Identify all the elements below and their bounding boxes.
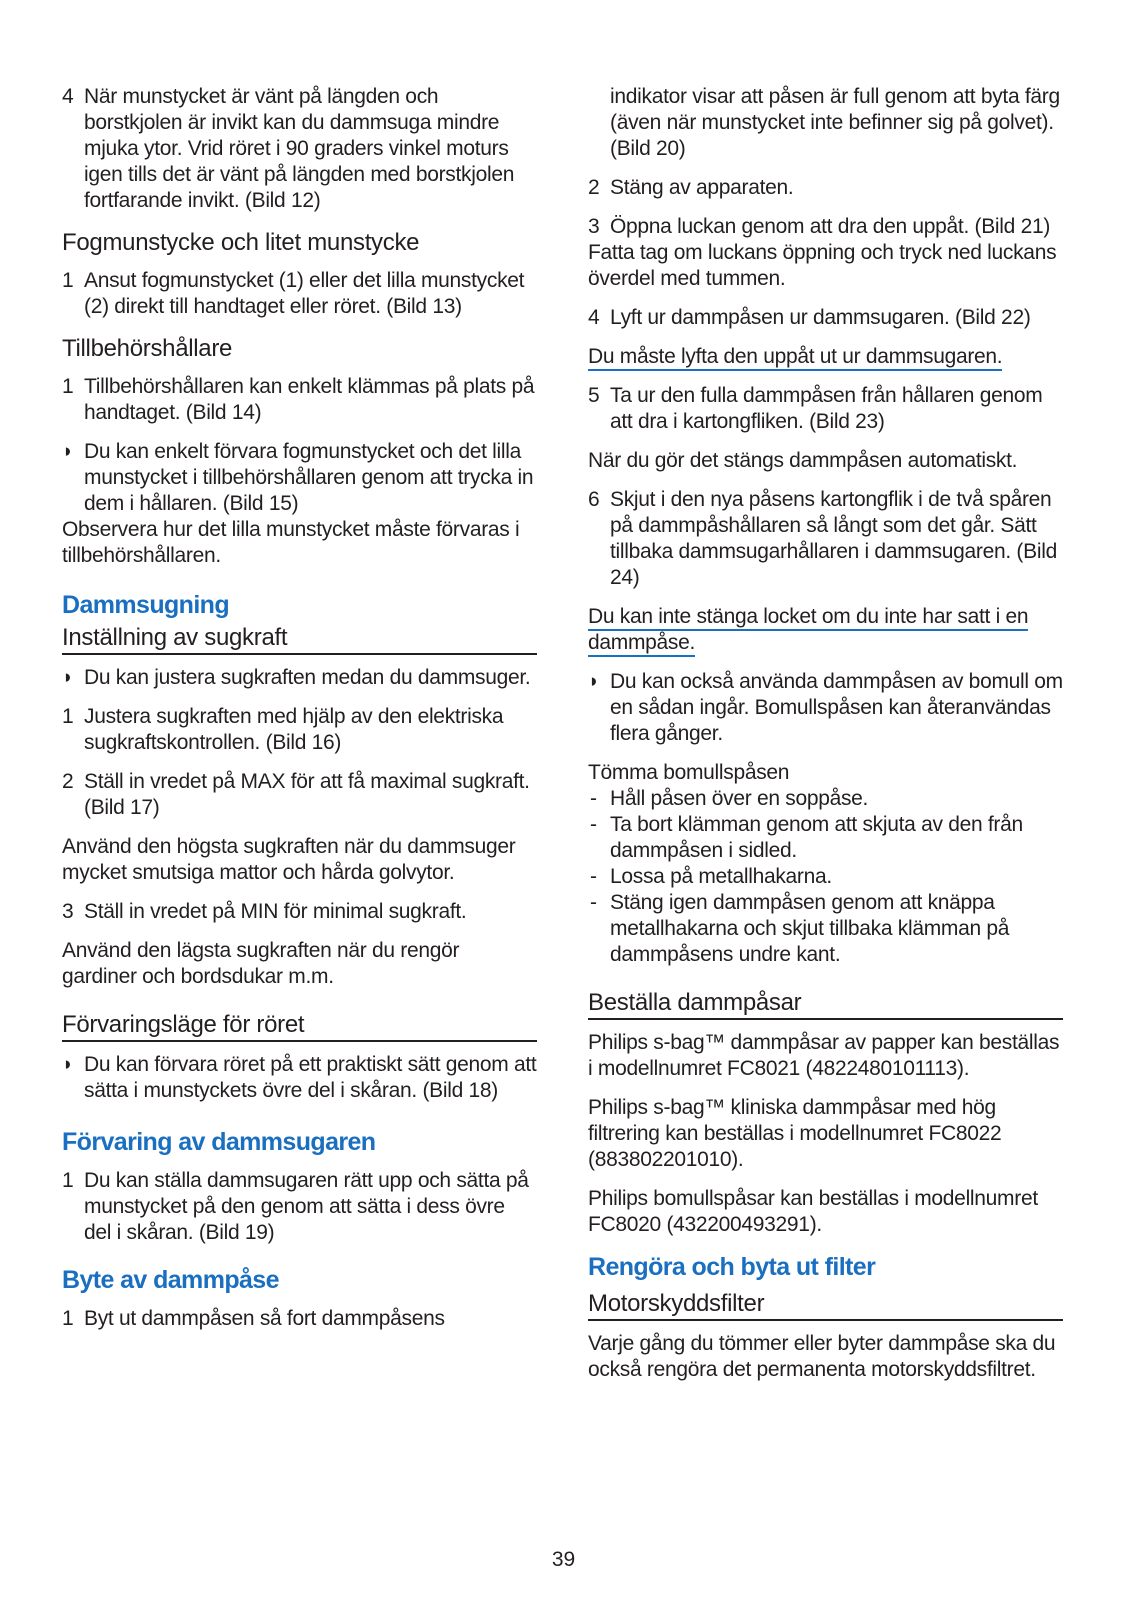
item-number: 6 [588, 488, 600, 511]
subheading-bestalla: Beställa dammpåsar [588, 988, 1063, 1020]
list-item [62, 84, 537, 214]
section-heading-rengora: Rengöra och byta ut filter [588, 1253, 876, 1281]
list-item [588, 487, 1063, 591]
item-number: 4 [588, 306, 600, 329]
dash-icon: - [590, 787, 597, 810]
section-heading-dammsugning: Dammsugning [62, 591, 230, 619]
subheading-motorskyddsfilter: Motorskyddsfilter [588, 1289, 1063, 1321]
item-text: Skjut i den nya påsens kartongflik i de två spåren på dammpåshållaren så långt som det går. Sätt tillbaka dammsugarhållaren i dammsugaren. (Bild 24) [610, 488, 1057, 589]
paragraph: Använd den högsta sugkraften när du dammsuger mycket smutsiga mattor och hårda golvytor. [62, 835, 516, 884]
item-number: 1 [62, 1169, 74, 1192]
dash-item [588, 786, 1063, 812]
paragraph: Varje gång du tömmer eller byter dammpåse ska du också rengöra det permanenta motorskyddsfiltret. [588, 1332, 1056, 1381]
note-paragraph [588, 344, 1063, 370]
dash-text: Lossa på metallhakarna. [610, 865, 832, 888]
item-text: Du kan ställa dammsugaren rätt upp och sätta på munstycket på den genom att sätta i dess övre del i skåran. (Bild 19) [84, 1169, 529, 1244]
bullet-item [62, 1052, 537, 1104]
list-item [62, 374, 537, 426]
right-column [588, 84, 1063, 1396]
paragraph: När du gör det stängs dammpåsen automatiskt. [588, 449, 1018, 472]
section-heading-forvaring: Förvaring av dammsugaren [62, 1128, 376, 1156]
subheading-tillbehorshallare: Tillbehörshållare [62, 335, 233, 362]
bullet-icon: ◗ [62, 1054, 74, 1075]
bullet-text: Du kan enkelt förvara fogmunstycket och det lilla munstycket i tillbehörshållaren genom att trycka in dem i hållaren. (Bild 15) [84, 440, 534, 515]
dash-item [588, 864, 1063, 890]
continued-paragraph: indikator visar att påsen är full genom att byta färg (även när munstycket inte befinner sig på golvet). (Bild 20) [610, 85, 1060, 160]
dash-icon: - [590, 813, 597, 836]
item-number: 1 [62, 375, 74, 398]
note-text: Du måste lyfta den uppåt ut ur dammsugaren. [588, 345, 1002, 371]
subheading-fogmunstycke: Fogmunstycke och litet munstycke [62, 229, 420, 256]
item-number: 1 [62, 269, 74, 292]
dash-item [588, 890, 1063, 968]
bullet-text: Du kan justera sugkraften medan du dammsuger. [84, 666, 531, 689]
item-text: När munstycket är vänt på längden och borstkjolen är invikt kan du dammsuga mindre mjuka ytor. Vrid röret i 90 graders vinkel moturs igen tills det är vänt på längden med borstkjolen fortfarande invikt. (Bild 12) [84, 85, 515, 212]
paragraph: Fatta tag om luckans öppning och tryck ned luckans överdel med tummen. [588, 241, 1057, 290]
list-item [588, 383, 1063, 435]
dash-icon: - [590, 865, 597, 888]
item-text: Byt ut dammpåsen så fort dammpåsens [84, 1307, 445, 1330]
bullet-icon: ◗ [588, 671, 600, 692]
item-text: Ansut fogmunstycket (1) eller det lilla munstycket (2) direkt till handtaget eller röret. (Bild 13) [84, 269, 525, 318]
list-item [588, 214, 1063, 240]
item-number: 2 [588, 176, 600, 199]
bullet-text: Du kan förvara röret på ett praktiskt sätt genom att sätta i munstyckets övre del i skåran. (Bild 18) [84, 1053, 537, 1102]
list-item [62, 899, 537, 925]
item-text: Justera sugkraften med hjälp av den elektriska sugkraftskontrollen. (Bild 16) [84, 705, 504, 754]
note-text: Du kan inte stänga locket om du inte har satt i en dammpåse. [588, 605, 1028, 657]
list-item [588, 305, 1063, 331]
subheading-installning: Inställning av sugkraft [62, 623, 537, 655]
note-paragraph [588, 604, 1063, 656]
item-text: Tillbehörshållaren kan enkelt klämmas på plats på handtaget. (Bild 14) [84, 375, 535, 424]
item-text: Öppna luckan genom att dra den uppåt. (Bild 21) [610, 215, 1051, 238]
item-number: 5 [588, 384, 600, 407]
paragraph: Philips s-bag™ dammpåsar av papper kan beställas i modellnumret FC8021 (4822480101113). [588, 1031, 1060, 1080]
note-paragraph: Observera hur det lilla munstycket måste förvaras i tillbehörshållaren. [62, 518, 520, 567]
list-item [62, 1168, 537, 1246]
page-number: 39 [551, 1548, 576, 1571]
item-number: 1 [62, 705, 74, 728]
section-heading-byte: Byte av dammpåse [62, 1266, 279, 1294]
dash-text: Håll påsen över en soppåse. [610, 787, 869, 810]
list-item [62, 704, 537, 756]
item-number: 1 [62, 1307, 74, 1330]
item-number: 3 [588, 215, 600, 238]
paragraph-tomma: Tömma bomullspåsen [588, 761, 790, 784]
bullet-icon: ◗ [62, 441, 74, 462]
bullet-item [62, 665, 537, 691]
item-text: Ställ in vredet på MIN för minimal sugkraft. [84, 900, 467, 923]
bullet-text: Du kan också använda dammpåsen av bomull om en sådan ingår. Bomullspåsen kan återanvändas flera gånger. [610, 670, 1063, 745]
item-text: Lyft ur dammpåsen ur dammsugaren. (Bild 22) [610, 306, 1031, 329]
dash-text: Stäng igen dammpåsen genom att knäppa metallhakarna och skjut tillbaka klämman på dammpåsens undre kant. [610, 891, 1010, 966]
dash-icon: - [590, 891, 597, 914]
list-item [62, 769, 537, 821]
item-number: 4 [62, 85, 74, 108]
list-item [62, 268, 537, 320]
item-number: 2 [62, 770, 74, 793]
paragraph: Philips s-bag™ kliniska dammpåsar med hög filtrering kan beställas i modellnumret FC8022 (883802201010). [588, 1096, 1002, 1171]
list-item [588, 175, 1063, 201]
list-item [62, 1306, 537, 1332]
bullet-item [62, 439, 537, 517]
item-text: Ställ in vredet på MAX för att få maximal sugkraft. (Bild 17) [84, 770, 530, 819]
dash-text: Ta bort klämman genom att skjuta av den från dammpåsen i sidled. [610, 813, 1023, 862]
paragraph: Använd den lägsta sugkraften när du rengör gardiner och bordsdukar m.m. [62, 939, 460, 988]
paragraph: Philips bomullspåsar kan beställas i modellnumret FC8020 (432200493291). [588, 1187, 1038, 1236]
left-column [62, 84, 537, 1345]
bullet-icon: ◗ [62, 667, 74, 688]
dash-item [588, 812, 1063, 864]
item-text: Stäng av apparaten. [610, 176, 794, 199]
bullet-item [588, 669, 1063, 747]
subheading-forvaringslage: Förvaringsläge för röret [62, 1010, 537, 1042]
item-text: Ta ur den fulla dammpåsen från hållaren genom att dra i kartongfliken. (Bild 23) [610, 384, 1043, 433]
item-number: 3 [62, 900, 74, 923]
